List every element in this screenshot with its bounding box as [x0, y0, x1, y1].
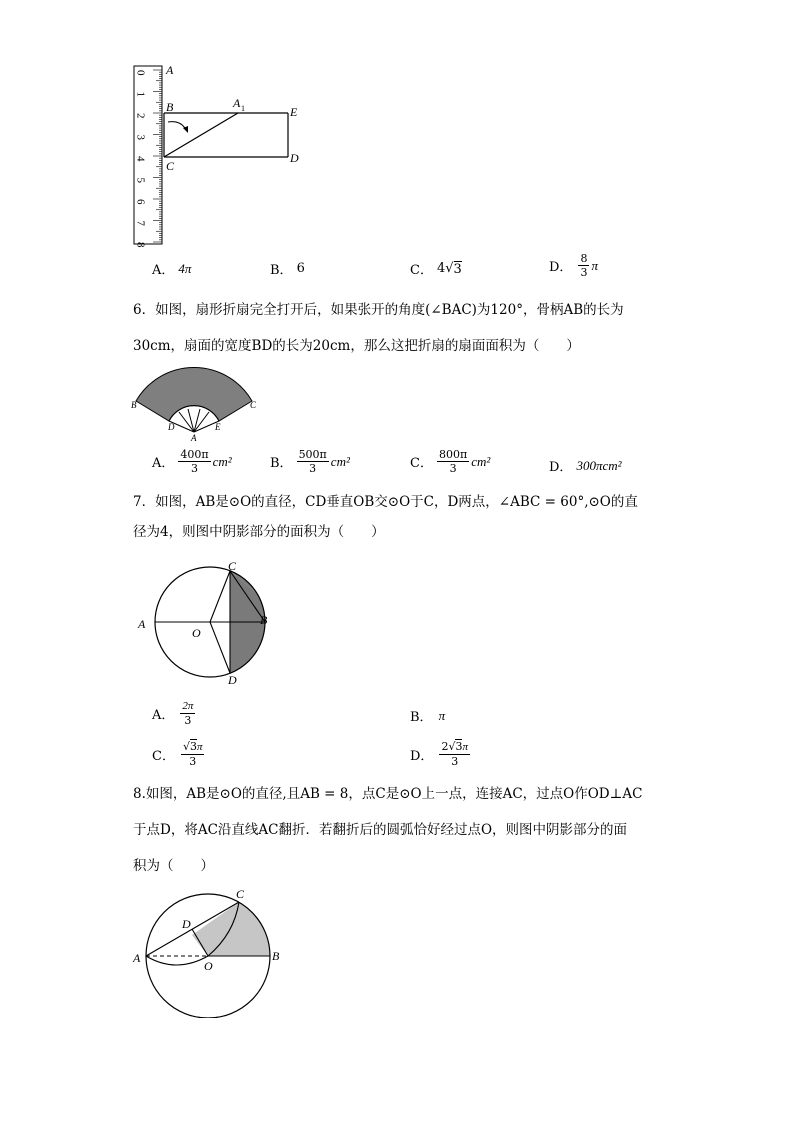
option-value: π	[438, 707, 446, 723]
label-d: D	[168, 422, 175, 432]
option-unit: cm²	[212, 453, 232, 469]
option-value: 6	[296, 261, 305, 276]
q6-option-d[interactable]	[549, 456, 622, 475]
sqrt-symbol: √	[445, 261, 454, 276]
fraction-numerator: 500π	[298, 448, 327, 461]
q6-option-b[interactable]	[270, 448, 350, 475]
label-o: O	[204, 959, 213, 973]
q8-text-line2: 于点D，将AC沿直线AC翻折．若翻折后的圆弧恰好经过点O，则图中阴影部分的面	[133, 822, 628, 838]
option-suffix: π	[591, 257, 598, 273]
segment-oc	[210, 571, 230, 622]
q5-option-c[interactable]	[410, 259, 462, 278]
numerator-suffix: π	[462, 741, 468, 753]
label-b: B	[166, 100, 174, 114]
option-letter: D．	[410, 748, 434, 764]
q8-text-line1: 8.如图，AB是⊙O的直径,且AB = 8，点C是⊙O上一点，连接AC，过点O作OD⊥AC	[133, 786, 643, 802]
option-letter: D．	[549, 260, 573, 275]
fraction-denominator: 3	[189, 755, 197, 768]
label-a: A	[133, 951, 141, 965]
option-unit: cm²	[471, 453, 491, 469]
option-fraction	[178, 448, 210, 475]
numerator-suffix: π	[196, 741, 203, 753]
label-e: E	[215, 422, 221, 432]
q6-text-line2: 30cm，扇面的宽度BD的长为20cm，那么这把折扇的扇面面积为（ ）	[133, 338, 580, 354]
fraction-numerator: 2π	[182, 700, 194, 712]
q6-figure	[126, 360, 266, 442]
label-b: B	[272, 949, 280, 963]
label-b: B	[131, 400, 137, 410]
ruler-number: 1	[134, 91, 147, 97]
option-letter: D．	[549, 460, 573, 475]
option-letter: C．	[410, 456, 433, 471]
label-d: D	[182, 917, 191, 931]
label-d: D	[290, 151, 299, 165]
option-letter: B．	[410, 710, 433, 725]
q6-text-line1: 6．如图，扇形折扇完全打开后，如果张开的角度(∠BAC)为120°，骨柄AB的长为	[133, 302, 624, 318]
fraction-numerator: 800π	[438, 448, 468, 461]
q5-option-a[interactable]	[152, 259, 191, 278]
fraction-numerator: 2√3π	[441, 740, 468, 753]
option-unit: cm²	[330, 453, 350, 469]
ruler-number: 3	[134, 134, 147, 140]
label-d: D	[228, 673, 237, 687]
option-letter: B．	[270, 456, 293, 471]
q7-text-line2: 径为4，则图中阴影部分的面积为（ ）	[133, 524, 385, 540]
segment-c-a1	[164, 113, 238, 157]
q8-text-line3: 积为（ ）	[133, 858, 214, 874]
label-c: C	[166, 159, 175, 173]
option-value: 300πcm²	[576, 457, 622, 473]
option-letter: A．	[152, 263, 175, 278]
label-a: A	[138, 617, 146, 631]
option-fraction	[297, 448, 329, 475]
option-letter: C．	[152, 748, 175, 764]
fraction-denominator: 3	[580, 266, 588, 279]
sqrt-radicand: 3	[455, 740, 463, 753]
label-c: C	[228, 559, 237, 573]
option-fraction	[437, 448, 469, 475]
label-c: C	[250, 400, 257, 410]
ruler-number: 2	[134, 113, 147, 119]
fraction-denominator: 3	[309, 462, 317, 475]
label-b: B	[260, 613, 268, 627]
fold-arrow	[168, 122, 186, 130]
q8-figure	[130, 884, 290, 1018]
option-letter: A．	[152, 456, 175, 471]
fraction-numerator: √3π	[182, 740, 203, 753]
option-letter: B．	[270, 263, 293, 278]
q5-option-d[interactable]	[549, 252, 598, 279]
label-e: E	[290, 105, 298, 119]
segment-od	[210, 622, 230, 673]
ruler-number: 0	[134, 70, 147, 76]
ruler-number: 7	[134, 220, 147, 226]
ruler-number: 4	[134, 156, 147, 162]
option-fraction	[181, 740, 205, 768]
q6-option-c[interactable]	[410, 448, 490, 475]
fraction-denominator: 3	[184, 714, 192, 727]
shaded-lower	[230, 622, 265, 673]
numerator-coefficient: 2	[441, 740, 449, 753]
label-a1-sub: 1	[241, 104, 245, 113]
q5-figure	[126, 58, 316, 250]
fraction-denominator: 3	[449, 462, 457, 475]
option-fraction	[578, 252, 589, 279]
label-o: O	[192, 626, 201, 640]
fraction-numerator: 400π	[180, 448, 209, 461]
option-fraction	[439, 740, 470, 768]
option-letter: C．	[410, 263, 433, 278]
q7-option-a[interactable]	[152, 700, 197, 727]
fraction-denominator: 3	[451, 755, 459, 768]
label-a: A	[191, 433, 197, 442]
fraction-numerator: 8	[580, 252, 588, 265]
q7-figure	[130, 556, 280, 690]
q7-option-b[interactable]	[410, 706, 445, 725]
q7-option-c[interactable]	[152, 740, 206, 768]
q7-option-d[interactable]	[410, 740, 472, 768]
label-a: A	[166, 63, 174, 77]
ruler-number: 5	[134, 177, 147, 183]
ruler-numbers	[134, 70, 146, 248]
ruler-number: 8	[134, 242, 147, 248]
q5-option-b[interactable]	[270, 259, 305, 278]
ruler-number: 6	[134, 199, 147, 205]
label-c: C	[236, 887, 245, 901]
label-a1: A	[233, 96, 241, 110]
option-coefficient: 4	[436, 261, 446, 276]
sqrt-radicand: 3	[189, 740, 197, 753]
q7-text-line1: 7．如图，AB是⊙O的直径，CD垂直OB交⊙O于C，D两点，∠ABC = 60°,⊙O的直	[133, 494, 638, 510]
q6-option-a[interactable]	[152, 448, 232, 475]
option-fraction	[180, 700, 195, 727]
fan-shaded-region	[136, 368, 252, 421]
fraction-denominator: 3	[191, 462, 198, 475]
sqrt-radicand: 3	[453, 261, 462, 277]
option-letter: A．	[152, 708, 175, 723]
option-value: 4π	[178, 260, 192, 276]
